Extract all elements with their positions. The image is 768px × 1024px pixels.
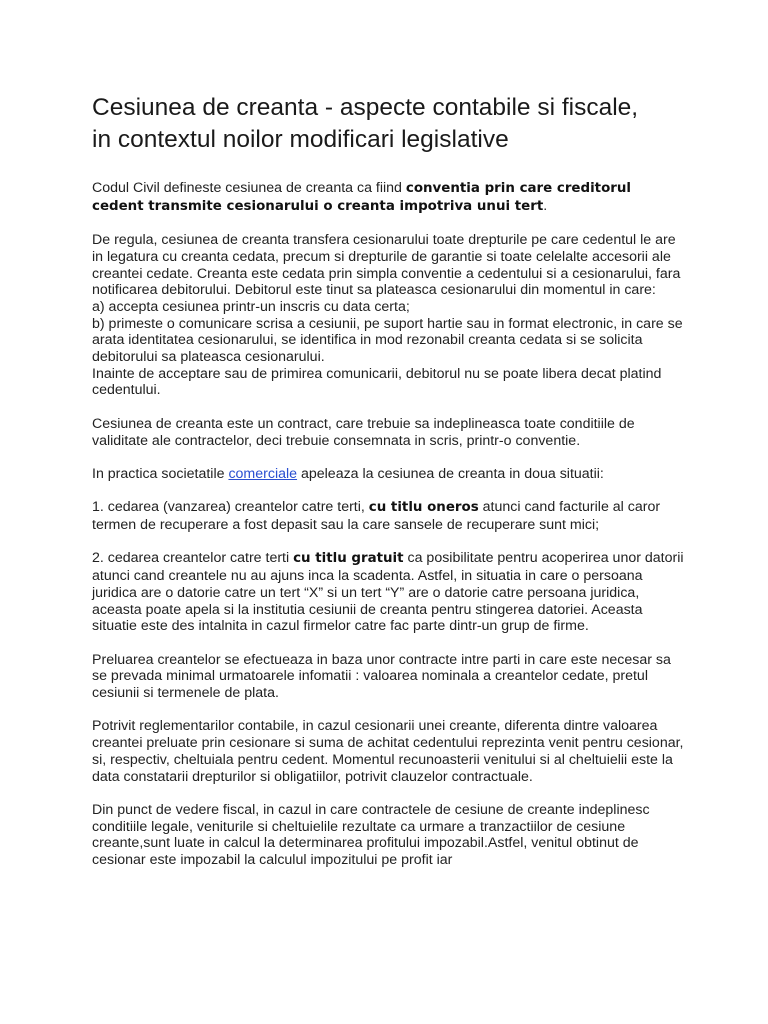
title-line-1: Cesiunea de creanta - aspecte contabile si fiscale, bbox=[92, 94, 639, 121]
bold-definition: conventia prin care creditorul cedent transmite cesionarului o creanta impotriva unui tert bbox=[92, 181, 632, 214]
list-item-a: a) accepta cesiunea printr-un inscris cu data certa; bbox=[92, 298, 410, 315]
paragraph-text: 1. cedarea (vanzarea) creantelor catre terti, bbox=[92, 499, 369, 516]
link-comerciale[interactable]: comerciale bbox=[228, 465, 298, 482]
list-item-b: b) primeste o comunicare scrisa a cesiunii, pe suport hartie sau in format electronic, in care se arata identitatea cesionarului, se identifica in mod rezonabil creanta cedata si se solicita debitorului sa plateasca cesionarului. bbox=[92, 315, 683, 366]
paragraph-text: atunci cand facturile al caror termen de recuperare a fost depasit sau la care sansele de recuperare sunt mici; bbox=[92, 499, 661, 533]
paragraph-text: 2. cedarea creantelor catre terti bbox=[92, 550, 294, 567]
paragraph-fiscal: Din punct de vedere fiscal, in cazul in care contractele de cesiune de creante indeplinesc conditiile legale, veniturile si cheltuielile rezultate ca urmare a tranzactiilor de cesiune creante,sunt luate in calcul la determinarea profitului impozabil.Astfel, venitul obtinut de cesionar este impozabil la calculul impozitului pe profit iar bbox=[92, 801, 650, 868]
bold-onerous: cu titlu oneros bbox=[368, 500, 479, 516]
paragraph-definition bbox=[92, 180, 684, 215]
paragraph-takeover: Preluarea creantelor se efectueaza in baza unor contracte intre parti in care este necesar sa se prevada minimal urmatoarele infomatii : valoarea nominala a creantelor cedate, pretul cesiunii si termenele de plata. bbox=[92, 651, 671, 701]
paragraph-text: Codul Civil defineste cesiunea de creanta ca fiind bbox=[92, 180, 406, 196]
paragraph-contract: Cesiunea de creanta este un contract, care trebuie sa indeplineasca toate conditiile de validitate ale contractelor, deci trebuie consemnata in scris, printr-o conventie. bbox=[92, 415, 635, 449]
document-title bbox=[92, 92, 692, 156]
paragraph-rights-transfer bbox=[92, 232, 684, 399]
paragraph-onerous bbox=[92, 499, 684, 533]
paragraph-gratuitous bbox=[92, 550, 684, 635]
paragraph-text: In practica societatile bbox=[92, 465, 229, 482]
paragraph-text: De regula, cesiunea de creanta transfera cesionarului toate drepturile pe care cedentul le are in legatura cu creanta cedata, precum si drepturile de garantie si toate celelalte accesorii ale creantei cedate. Creanta este cedata prin simpla conventie a cedentului si a cesionarului, fara notificarea debitorului. Debitorul este tinut sa plateasca cesionarului din momentul in care: bbox=[92, 232, 681, 299]
title-line-2: in contextul noilor modificari legislative bbox=[92, 126, 509, 153]
paragraph-text: Inainte de acceptare sau de primirea comunicarii, debitorul nu se poate libera decat platind cedentului. bbox=[92, 365, 662, 399]
document-body bbox=[92, 180, 684, 885]
paragraph-text: apeleaza la cesiunea de creanta in doua situatii: bbox=[297, 465, 604, 482]
paragraph-practice bbox=[92, 466, 684, 483]
paragraph-text: . bbox=[543, 197, 548, 214]
paragraph-text: ca posibilitate pentru acoperirea unor datorii atunci cand creantele nu au ajuns inca la scadenta. Astfel, in situatia in care o persoana juridica are o datorie catre un tert “X” si un tert “Y” are o datorie catre persoana juridica, aceasta poate apela si la institutia cesiunii de creanta pentru stingerea datoriei. Aceasta situatie este des intalnita in cazul firmelor catre fac parte dintr-un grup de firme. bbox=[92, 550, 684, 635]
paragraph-accounting: Potrivit reglementarilor contabile, in cazul cesionarii unei creante, diferenta dintre valoarea creantei preluate prin cesionare si suma de achitat cedentului reprezinta venit pentru cesionar, si, respectiv, cheltuiala pentru cedent. Momentul recunoasterii venitului si al cheltuielii este la data constatarii drepturilor si obligatiilor, potrivit clauzelor contractuale. bbox=[92, 718, 684, 785]
bold-gratuitous: cu titlu gratuit bbox=[293, 551, 404, 567]
